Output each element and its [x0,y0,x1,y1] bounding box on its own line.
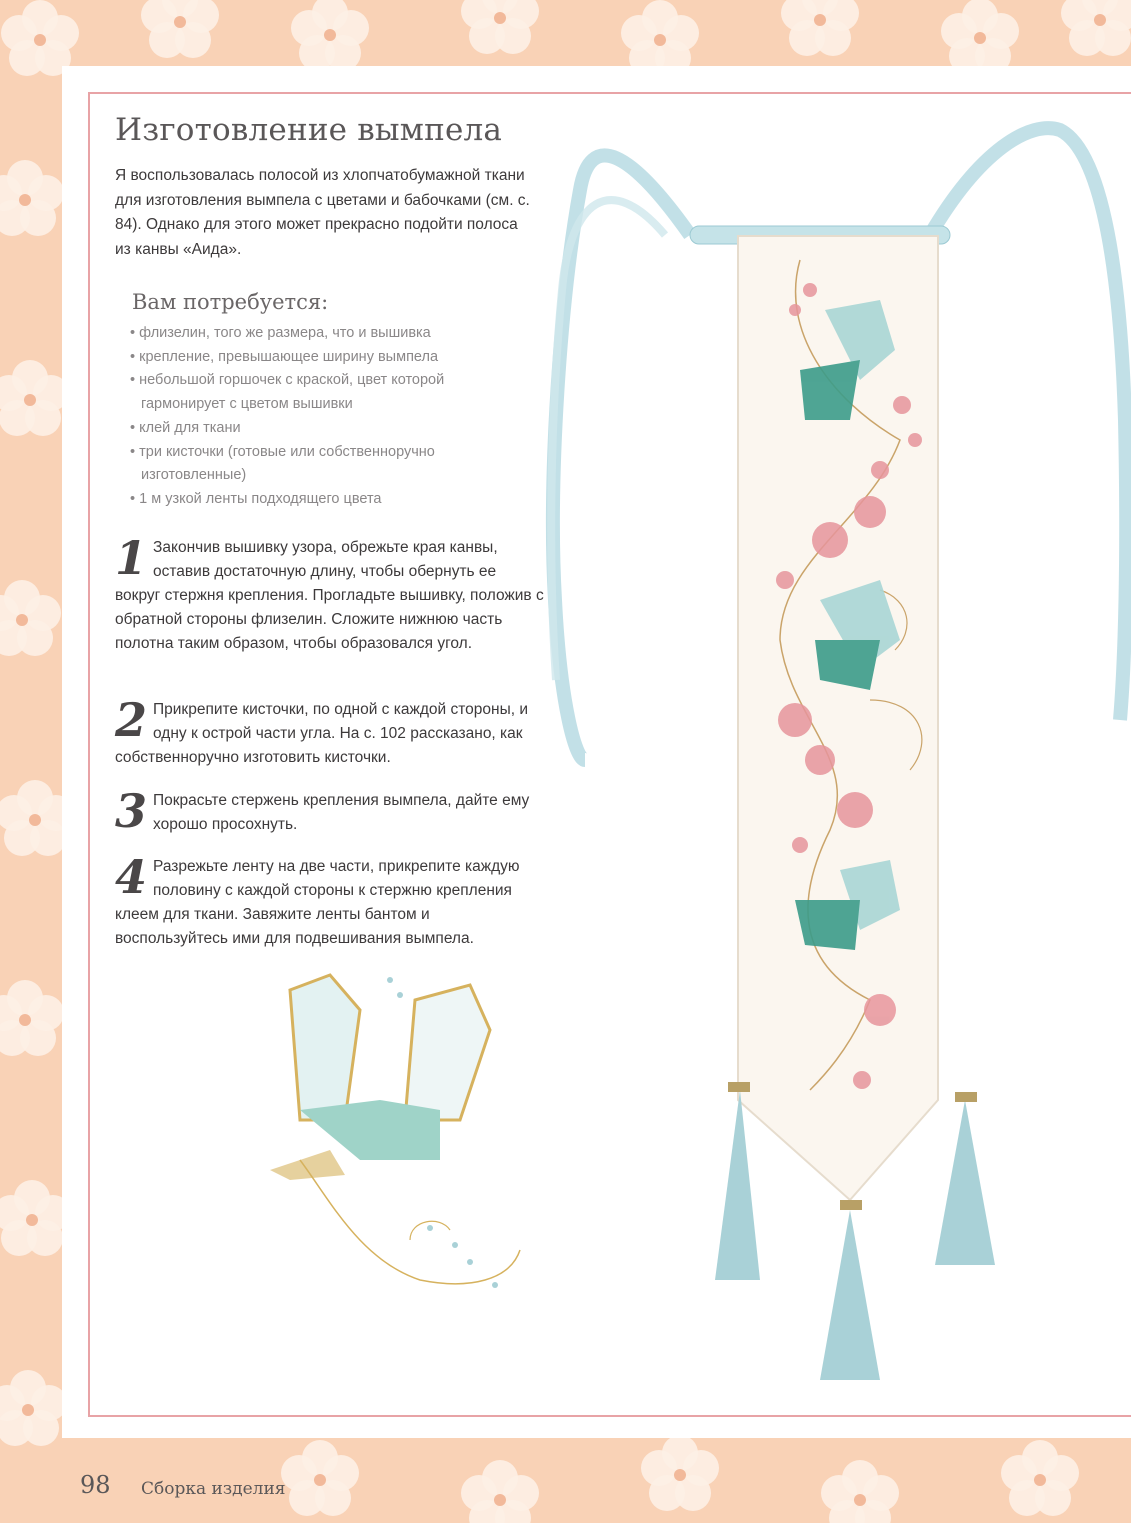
step-text: Разрежьте ленту на две части, прикрепите каждую половину с каждой стороны к стержню крепления клеем для ткани. Завяжите ленты бантом и воспользуйтесь ими для подвешивания вымпела. [115,858,520,947]
intro-paragraph: Я воспользовалась полосой из хлопчатобумажной ткани для изготовления вымпела с цветами и бабочками (см. с. 84). Однако для этого может прекрасно подойти полоса из канвы «Аида». [115,167,530,258]
step-4 [115,850,545,951]
materials-item: • крепление, превышающее ширину вымпела [130,346,510,370]
materials-heading: Вам потребуется: [132,290,329,314]
step-3 [115,784,545,838]
step-2 [115,693,545,770]
section-title: Сборка изделия [141,1479,286,1499]
step-number: 3 [115,784,148,838]
materials-item: • клей для ткани [130,417,510,441]
butterfly-illustration [255,960,545,1320]
step-1 [115,531,545,656]
step-number: 1 [115,531,148,585]
materials-item: • три кисточки (готовые или собственноручно изготовленные) [130,441,510,488]
banner-illustration [540,120,1131,1400]
step-text: Покрасьте стержень крепления вымпела, дайте ему хорошо просохнуть. [153,792,530,833]
step-number: 4 [115,850,148,904]
materials-item: • флизелин, того же размера, что и вышивка [130,322,510,346]
materials-item: • небольшой горшочек с краской, цвет которой гармонирует с цветом вышивки [130,369,510,416]
page-number: 98 [80,1471,111,1499]
page-title: Изготовление вымпела [115,112,503,148]
step-text: Закончив вышивку узора, обрежьте края канвы, оставив достаточную длину, чтобы обернуть ее вокруг стержня крепления. Прогладьте вышивку, положив с обратной стороны флизелин. Сложите нижнюю часть полотна таким образом, чтобы образовался угол. [115,539,544,652]
materials-item: • 1 м узкой ленты подходящего цвета [130,488,510,512]
step-text: Прикрепите кисточки, по одной с каждой стороны, и одну к острой части угла. На с. 102 рассказано, как собственноручно изготовить кисточки. [115,701,528,766]
materials-list [130,322,510,512]
step-number: 2 [115,693,148,747]
